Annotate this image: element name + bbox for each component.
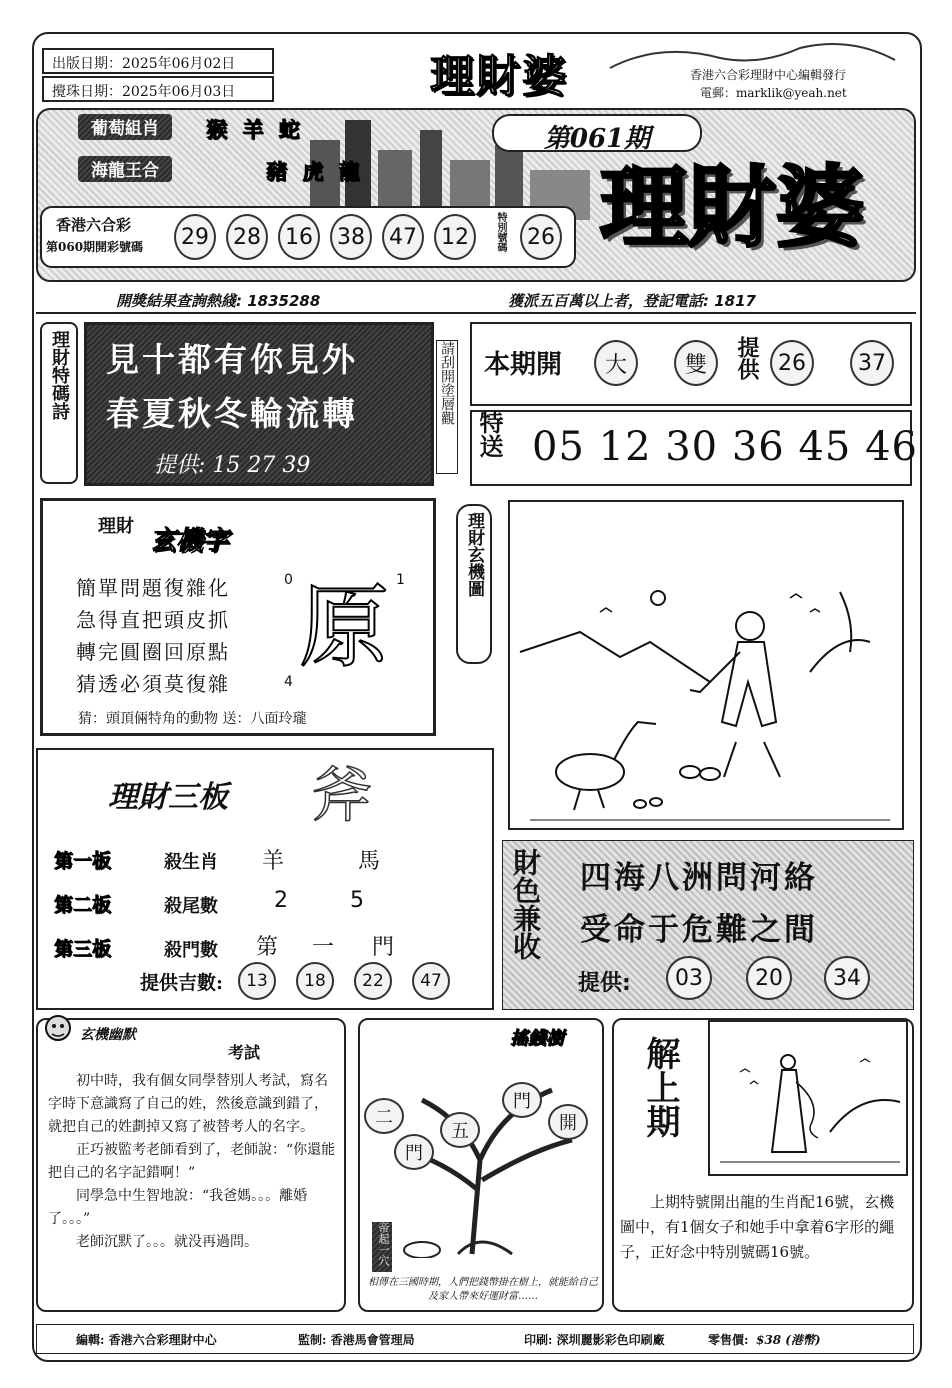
axe-1-kind: 殺生肖	[164, 852, 218, 873]
solution-label: 解上期	[640, 1036, 680, 1138]
lucky-ball: 13	[238, 962, 276, 1000]
poem-side-label: 理財特碼詩	[40, 322, 78, 484]
wealth-ball: 03	[666, 956, 712, 1000]
mystery-line-1: 簡單問題復雜化	[76, 576, 230, 600]
provide-ball: 37	[850, 340, 894, 386]
tree-fruit: 門	[502, 1082, 542, 1118]
tree-caption: 相傳在三國時期，人們把錢幣掛在樹上，就能給自己及家人帶來好運財富……	[368, 1277, 598, 1302]
axe-2-value-1: 2	[274, 888, 288, 913]
mystery-line-2: 急得直把頭皮抓	[76, 608, 230, 632]
parity-ball: 雙	[674, 340, 718, 386]
result-ball: 29	[174, 214, 216, 260]
hotline: 開獎結果查詢熱綫: 1835288	[116, 292, 321, 310]
footer-price-label: 零售價:	[708, 1333, 749, 1347]
footer-editor: 編輯: 香港六合彩理財中心	[76, 1333, 217, 1347]
wealth-side-label: 財色兼收	[509, 848, 542, 960]
wealth-line-1: 四海八洲問河絡	[580, 860, 818, 896]
publisher: 香港六合彩理財中心編輯發行	[690, 68, 847, 82]
mystery-hint: 猜：頭頂倆特角的動物 送：八面玲瓏	[78, 711, 307, 727]
footer-price: $38 (港幣)	[756, 1333, 821, 1347]
result-ball: 16	[278, 214, 320, 260]
three-axes-title: 理財三板	[108, 780, 228, 815]
mystery-line-4: 猜透必須莫復雜	[76, 672, 230, 696]
wealth-provide: 提供:	[578, 971, 631, 996]
tag-1: 葡萄組肖	[78, 114, 172, 140]
poem-line-1: 見十都有你見外	[106, 340, 358, 379]
divider-line	[36, 312, 916, 314]
lucky-label: 提供吉數:	[140, 972, 224, 994]
lucky-ball: 47	[412, 962, 450, 1000]
lottery-name: 香港六合彩	[56, 216, 132, 234]
humor-title: 考試	[228, 1043, 261, 1062]
this-issue-label: 本期開	[484, 350, 563, 380]
axe-2-label: 第二板	[54, 894, 112, 916]
axe-2-value-2: 5	[350, 888, 364, 913]
mystery-word-title: 玄機字	[150, 526, 229, 556]
corner-bl: 4	[284, 674, 293, 690]
publish-date: 出版日期：2025年06月02日	[42, 48, 274, 74]
email: 電郵：marklik@yeah.net	[700, 86, 847, 100]
humor-paragraph: 正巧被監考老師看到了，老師說：“你還能把自己的名字記錯啊！”	[48, 1142, 336, 1181]
mystery-pic-side-label: 理財玄機圖	[456, 504, 492, 664]
lady-illustration	[710, 1022, 906, 1174]
mystery-line-3: 轉完圓圈回原點	[76, 640, 230, 664]
special-ball: 26	[520, 214, 562, 260]
footer-printer: 印刷: 深圳麗影彩色印刷廠	[524, 1333, 665, 1347]
poem-line-2: 春夏秋冬輪流轉	[106, 394, 358, 433]
tag-2: 海龍王合	[78, 156, 172, 182]
three-axes-decor: 斧	[312, 761, 372, 831]
corner-tl: 0	[284, 572, 293, 588]
prev-issue-label: 第060期開彩號碼	[46, 240, 144, 254]
tree-fruit: 門	[394, 1134, 434, 1170]
axe-3-value-1: 第	[256, 935, 279, 960]
humor-paragraph: 初中時，我有個女同學替別人考試，寫名字時下意識寫了自己的姓，然後意識到錯了，就把自己的姓劃掉又寫了被替考人的名字。	[48, 1073, 328, 1135]
lucky-ball: 22	[354, 962, 392, 1000]
zodiac-1: 猴 羊 蛇	[206, 117, 304, 142]
poem-provide: 提供: 15 27 39	[154, 453, 311, 478]
tree-fruit: 五	[440, 1112, 480, 1148]
result-ball: 47	[382, 214, 424, 260]
result-ball: 38	[330, 214, 372, 260]
special-label: 特別號碼	[495, 212, 506, 252]
wealth-line-2: 受命于危難之間	[580, 912, 818, 948]
wealth-ball: 34	[824, 956, 870, 1000]
corner-tr: 1	[396, 572, 405, 588]
solution-picture	[708, 1020, 908, 1176]
axe-3-label: 第三板	[54, 938, 112, 960]
mystery-word-prefix: 理財	[98, 516, 134, 537]
lucky-ball: 18	[296, 962, 334, 1000]
humor-paragraph: 老師沉默了。。。就没再過問。	[76, 1234, 258, 1250]
humor-body	[48, 1070, 338, 1254]
header-logo: 理財婆	[430, 51, 568, 102]
scratch-note: 請刮開塗層觀	[436, 340, 458, 474]
solution-text: 上期特號開出龍的生肖配16號，玄機圖中，有1個女子和她手中拿着6字形的繩子，正好念中特別號碼16號。	[620, 1193, 895, 1261]
axe-1-label: 第一板	[54, 850, 112, 872]
issue-badge: 第061期	[492, 114, 702, 152]
axe-3-value-2: 一	[312, 935, 335, 960]
special-send-label: 特送	[475, 410, 504, 458]
tree-fruit: 開	[548, 1104, 588, 1140]
tree-side-note: 帝起一穴	[372, 1222, 392, 1272]
zodiac-2: 豬 虎 龍	[266, 159, 364, 184]
goose-farmer-illustration	[510, 502, 902, 828]
mascot-icon	[38, 1010, 78, 1050]
axe-3-kind: 殺門數	[164, 940, 218, 961]
humor-section: 玄機幽默	[80, 1027, 136, 1043]
wealth-ball: 20	[746, 956, 792, 1000]
footer-supervise: 監制: 香港馬會管理局	[298, 1333, 415, 1347]
axe-1-value-2: 馬	[358, 849, 381, 874]
special-send-numbers: 05 12 30 36 45 46	[532, 424, 918, 470]
register-phone: 獲派五百萬以上者，登記電話: 1817	[508, 292, 756, 310]
big-logo: 理財婆	[600, 155, 865, 259]
result-ball: 12	[434, 214, 476, 260]
axe-3-value-3: 門	[372, 935, 395, 960]
result-ball: 28	[226, 214, 268, 260]
axe-2-kind: 殺尾數	[164, 896, 218, 917]
tree-fruit: 二	[364, 1098, 404, 1134]
mystery-picture	[508, 500, 904, 830]
mystery-char: 原	[299, 575, 389, 680]
size-ball: 大	[594, 340, 638, 386]
provide-ball: 26	[770, 340, 814, 386]
money-tree-title: 搖錢樹	[510, 1028, 564, 1049]
humor-paragraph: 同學急中生智地說：“我爸媽。。。離婚了。。。”	[48, 1188, 308, 1227]
provide-label: 提供	[734, 336, 760, 380]
draw-date: 攪珠日期：2025年06月03日	[42, 76, 274, 102]
axe-1-value-1: 羊	[262, 849, 285, 874]
